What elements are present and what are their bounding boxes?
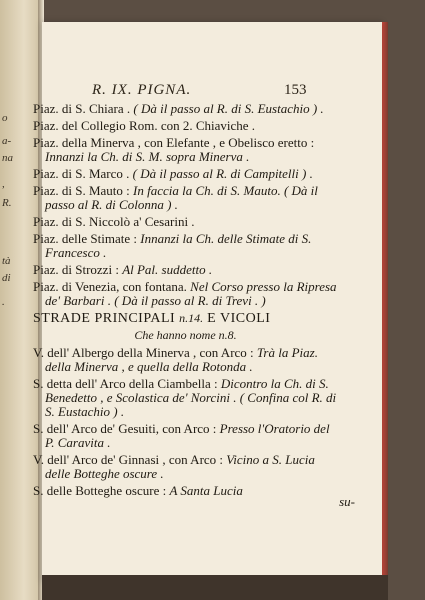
margin-fragment: R.: [2, 197, 12, 209]
margin-fragment: na: [2, 152, 13, 164]
entry-piaz-stimate: Piaz. delle Stimate : Innanzi la Ch. delle Stimate di S. Francesco .: [33, 231, 312, 260]
entry-piaz-marco: Piaz. di S. Marco . ( Dà il passo al R. di Campitelli ) .: [33, 166, 313, 181]
entry-street-gesuiti: S. dell' Arco de' Gesuiti, con Arco : Presso l'Oratorio del P. Caravita .: [33, 421, 330, 450]
entry-street-albergo: V. dell' Albergo della Minerva , con Arco : Trà la Piaz. della Minerva , e quella della Rotonda .: [33, 345, 318, 374]
margin-fragment: tà: [2, 255, 11, 267]
running-header: R. IX. PIGNA.: [92, 82, 192, 98]
entry-street-botteghe: S. delle Botteghe oscure : A Santa Lucia: [33, 483, 243, 498]
entry-piaz-mauto: Piaz. di S. Mauto : In faccia la Ch. di S. Mauto. ( Dà il passo al R. di Colonna ) .: [33, 183, 318, 212]
margin-fragment: di: [2, 272, 11, 284]
bottom-shadow: [42, 575, 388, 600]
entry-piaz-venezia: Piaz. di Venezia, con fontana. Nel Corso presso la Ripresa de' Barbari . ( Dà il passo al R. di Trevi . ): [33, 279, 337, 308]
entry-street-ciambella: S. detta dell' Arco della Ciambella : Dicontro la Ch. di S. Benedetto , e Scolastica de' Norcini . ( Confina col R. di S. Eustachio ) .: [33, 376, 337, 419]
margin-fragment: ,: [2, 178, 5, 190]
margin-fragment: a-: [2, 135, 12, 147]
margin-fragment: o: [2, 112, 8, 124]
section-heading: STRADE PRINCIPALI n.14. E VICOLI: [33, 311, 271, 326]
entry-piaz-niccolo: Piaz. di S. Niccolò a' Cesarini .: [33, 214, 195, 229]
page-body: [33, 102, 338, 501]
page-number: 153: [284, 82, 307, 98]
entry-street-ginnasi: V. dell' Arco de' Ginnasi , con Arco : Vicino a S. Lucia delle Botteghe oscure .: [33, 452, 315, 481]
catchword: su-: [339, 494, 355, 509]
entry-piaz-minerva: Piaz. della Minerva , con Elefante , e Obelisco eretto : Innanzi la Ch. di S. M. sopra Minerva .: [33, 135, 315, 164]
entry-piaz-chiara: Piaz. di S. Chiara . ( Dà il passo al R. di S. Eustachio ) .: [33, 101, 324, 116]
entry-piaz-collegio: Piaz. del Collegio Rom. con 2. Chiaviche .: [33, 118, 256, 133]
entry-piaz-strozzi: Piaz. di Strozzi : Al Pal. suddetto .: [33, 262, 213, 277]
section-subheading: Che hanno nome n.8.: [134, 328, 237, 342]
margin-fragment: .: [2, 296, 5, 308]
